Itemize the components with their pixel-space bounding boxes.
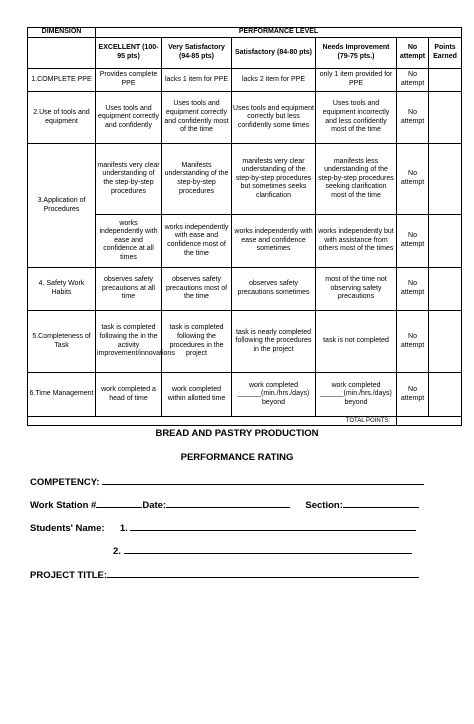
points-earned-cell[interactable] [429,215,462,268]
rubric-row [28,92,462,144]
competency-line [30,474,424,488]
dimension-cell: 1.COMPLETE PPE [28,69,96,92]
excellent-cell: task is completed following the in the activity improvement/innovations [96,311,162,373]
needs-improvement-cell: task is not completed [316,311,397,373]
student-1-label: 1. [119,523,128,534]
work-station-label: Work Station # [30,500,97,511]
very-satisfactory-cell: works independently with ease and confidence most of the time [162,215,232,268]
excellent-cell: manifests very clear understanding of the step-by-step procedures [96,144,162,215]
points-earned-cell[interactable] [429,92,462,144]
performance-level-header: PERFORMANCE LEVEL [96,28,462,38]
excellent-cell: works independently with ease and confidence at all times [96,215,162,268]
satisfactory-cell: lacks 2 item for PPE [232,69,316,92]
dimension-cell: 3.Application of Procedures [28,144,96,268]
level-no-attempt: No attempt [397,38,429,69]
student-1-line [30,520,416,534]
needs-improvement-cell: work completed ______(min./hrs./days) beyond [316,373,397,417]
empty-header-cell [28,38,96,69]
student-2-label: 2. [113,546,121,557]
level-satisfactory: Satisfactory (84-80 pts) [232,38,316,69]
rubric-row [28,311,462,373]
rubric-row [28,373,462,417]
students-name-label: Students' Name: [30,523,105,534]
project-title-line [30,567,419,581]
form-title: BREAD AND PASTRY PRODUCTION [155,428,319,439]
points-earned-cell[interactable] [429,144,462,215]
project-title-field[interactable] [107,567,419,578]
excellent-cell: observes safety precautions at all time [96,268,162,311]
satisfactory-cell: Uses tools and equipment correctly but less confidently some times [232,92,316,144]
level-excellent: EXCELLENT (100-95 pts) [96,38,162,69]
excellent-cell: Provides complete PPE [96,69,162,92]
needs-improvement-cell: Uses tools and equipment incorrectly and less confidently most of the time [316,92,397,144]
satisfactory-cell: manifests very clear understanding of the step-by-step procedures but sometimes seeks clarification [232,144,316,215]
level-very-satisfactory: Very Satisfactory (94-85 pts) [162,38,232,69]
no-attempt-cell: No attempt [397,215,429,268]
level-header-row [28,38,462,69]
work-station-line [30,497,419,511]
competency-field[interactable] [102,474,424,485]
level-points-earned: Points Earned [429,38,462,69]
very-satisfactory-cell: lacks 1 item for PPE [162,69,232,92]
very-satisfactory-cell: Manifests understanding of the step-by-step procedures [162,144,232,215]
total-points-value[interactable] [397,417,462,426]
points-earned-cell[interactable] [429,69,462,92]
needs-improvement-cell: most of the time not observing safety precautions [316,268,397,311]
very-satisfactory-cell: Uses tools and equipment correctly and confidently most of the time [162,92,232,144]
no-attempt-cell: No attempt [397,373,429,417]
student-1-field[interactable] [130,520,416,531]
rubric-row [28,144,462,215]
project-title-label: PROJECT TITLE: [30,570,108,581]
dimension-cell: 4. Safety Work Habits [28,268,96,311]
section-field[interactable] [343,497,419,508]
satisfactory-cell: works independently with ease and confidence sometimes [232,215,316,268]
dimension-cell: 6.Time Management [28,373,96,417]
satisfactory-cell: task is nearly completed following the procedures in the project [232,311,316,373]
form-subtitle: PERFORMANCE RATING [180,452,294,463]
dimension-cell: 5.Completeness of Task [28,311,96,373]
needs-improvement-cell: manifests less understanding of the step-by-step procedures seeking clarification most of the time [316,144,397,215]
very-satisfactory-cell: work completed within allotted time [162,373,232,417]
no-attempt-cell: No attempt [397,92,429,144]
performance-rubric-table [27,27,462,426]
points-earned-cell[interactable] [429,268,462,311]
excellent-cell: work completed a head of time [96,373,162,417]
no-attempt-cell: No attempt [397,144,429,215]
no-attempt-cell: No attempt [397,268,429,311]
dimension-header: DIMENSION [28,28,96,38]
student-2-field[interactable] [124,543,412,554]
satisfactory-cell: work completed ______(min./hrs./days) beyond [232,373,316,417]
excellent-cell: Uses tools and equipment correctly and confidently [96,92,162,144]
points-earned-cell[interactable] [429,311,462,373]
very-satisfactory-cell: task is completed following the procedures in the project [162,311,232,373]
work-station-field[interactable] [96,497,142,508]
needs-improvement-cell: works independently but with assistance from others most of the times [316,215,397,268]
date-field[interactable] [166,497,290,508]
very-satisfactory-cell: observes safety precautions most of the time [162,268,232,311]
points-earned-cell[interactable] [429,373,462,417]
dimension-cell: 2.Use of tools and equipment [28,92,96,144]
competency-label: COMPETENCY: [30,477,100,488]
no-attempt-cell: No attempt [397,311,429,373]
total-points-label: TOTAL POINTS: [28,417,397,426]
satisfactory-cell: observes safety precautions sometimes [232,268,316,311]
student-2-line [113,543,412,557]
no-attempt-cell: No attempt [397,69,429,92]
rubric-row [28,268,462,311]
needs-improvement-cell: only 1 item provided for PPE [316,69,397,92]
rubric-row [28,69,462,92]
level-needs-improvement: Needs Improvement (79-75 pts.) [316,38,397,69]
section-label: Section: [305,500,343,511]
date-label: Date: [142,500,167,511]
